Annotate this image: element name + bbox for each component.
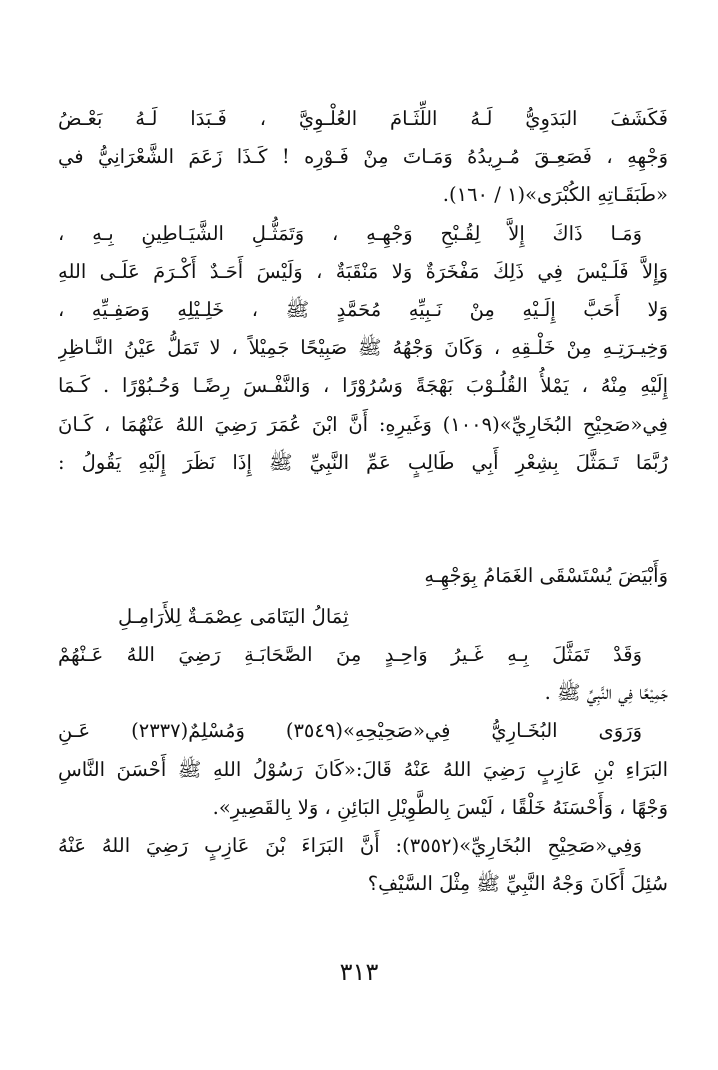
text-line: وَرَوَى البُخَـارِيُّ فِي«صَحِيْحِهِ»(٣٥٤٩) وَمُسْلِمٌ(٢٣٣٧) عَـنِ (58, 719, 642, 743)
text-line: إِلَيْهِ مِنْهُ ، يَمْلأُ القُلُـوْبَ بَهْجَةً وَسُرُوْرًا ، وَالنَّفْـسَ رِضًـا وَحُـبُوْرًا . كَـمَا (58, 374, 668, 398)
text-line: البَرَاءِ بْنِ عَازِبٍ رَضِيَ اللهُ عَنْهُ قَالَ:«كَانَ رَسُوْلُ اللهِ ﷺ أَحْسَنَ النَّاسِ (58, 757, 668, 781)
text-line: وَلا أَحَبَّ إِلَـيْهِ مِنْ نَـبِيِّهِ مُحَمَّدٍ ﷺ ، خَلِـيْلِهِ وَصَفِـيِّهِ ، (58, 297, 668, 321)
poem-second-hemistich: ثِمَالُ اليَتَامَى عِصْمَـةٌ لِلأَرَامِـلِ (118, 605, 349, 628)
text-line: سُئِلَ أَكَانَ وَجْهُ النَّبِيِّ ﷺ مِثْلَ السَّيْفِ؟ (367, 872, 668, 896)
text-line: وَقَدْ تَمَثَّلَ بِـهِ غَـيرُ وَاحِـدٍ مِنَ الصَّحَابَـةِ رَضِيَ اللهُ عَـنْهُمْ (58, 643, 642, 666)
text-line: فَكَشَفَ البَدَوِيُّ لَـهُ اللِّثَـامَ العُلْـوِيَّ ، فَـبَدَا لَـهُ بَعْـضُ (58, 107, 668, 130)
text-line: وَمَـا ذَاكَ إِلاَّ لِقُـبْحِ وَجْهِـهِ ، وَتَمَثُّـلِ الشَّيَـاطِينِ بِـهِ ، (58, 221, 642, 245)
text-line: وَخِيـرَتِـهِ مِنْ خَلْـقِهِ ، وَكَانَ وَجْهُهُ ﷺ صَبِيْحًا جَمِيْلاً ، لا تَمَلُّ عَيْنُ النَّـاظِرِ (58, 336, 668, 360)
text-line: وَإِلاَّ فَلَـيْسَ فِي ذَلِكَ مَفْخَرَةٌ وَلا مَنْقَبَةٌ ، وَلَيْسَ أَحَـدٌ أَكْـرَمَ عَلَـى اللهِ (58, 259, 668, 283)
text-line: وَفِي«صَحِيْحِ البُخَارِيِّ»(٣٥٥٢): أَنَّ البَرَاءَ بْنَ عَازِبٍ رَضِيَ اللهُ عَنْهُ (58, 833, 642, 857)
text-line: «طَبَقَـاتِهِ الكُبْرَى»(١ / ١٦٠). (442, 183, 668, 207)
text-line: وَجْهًا ، وَأَحْسَنَهُ خَلْقًا ، لَيْسَ بِالطَّوِيْلِ البَائِنِ ، وَلا بِالقَصِيرِ». (212, 795, 668, 819)
page-number: ٣١٣ (339, 958, 379, 986)
text-line: رُبَّمَا تَـمَثَّلَ بِشِعْرِ أَبِي طَالِبٍ عَمِّ النَّبِيِّ ﷺ إِذَا نَظَرَ إِلَيْهِ يَقُولُ : (58, 450, 668, 474)
text-line: وَجْهِهِ ، فَصَعِـقَ مُـرِيدُهُ وَمَـاتَ مِنْ فَـوْرِه ! كَـذَا زَعَمَ الشَّعْرَانِيُّ في (58, 145, 668, 169)
text-line: فِي«صَحِيْحِ البُخَارِيِّ»(١٠٠٩) وَغَيرِهِ: أَنَّ ابْنَ عُمَرَ رَضِيَ اللهُ عَنْهُمَا ، كَـانَ (58, 412, 668, 436)
text-top (58, 100, 668, 482)
poem-first-hemistich: وَأَبْيَضَ يُسْتَسْقَى الغَمَامُ بِوَجْهِـهِ (424, 564, 668, 587)
text-line: جَمِيْعًا فِي النَّبِيِّ ﷺ . (544, 681, 668, 705)
text-bottom (58, 636, 668, 903)
